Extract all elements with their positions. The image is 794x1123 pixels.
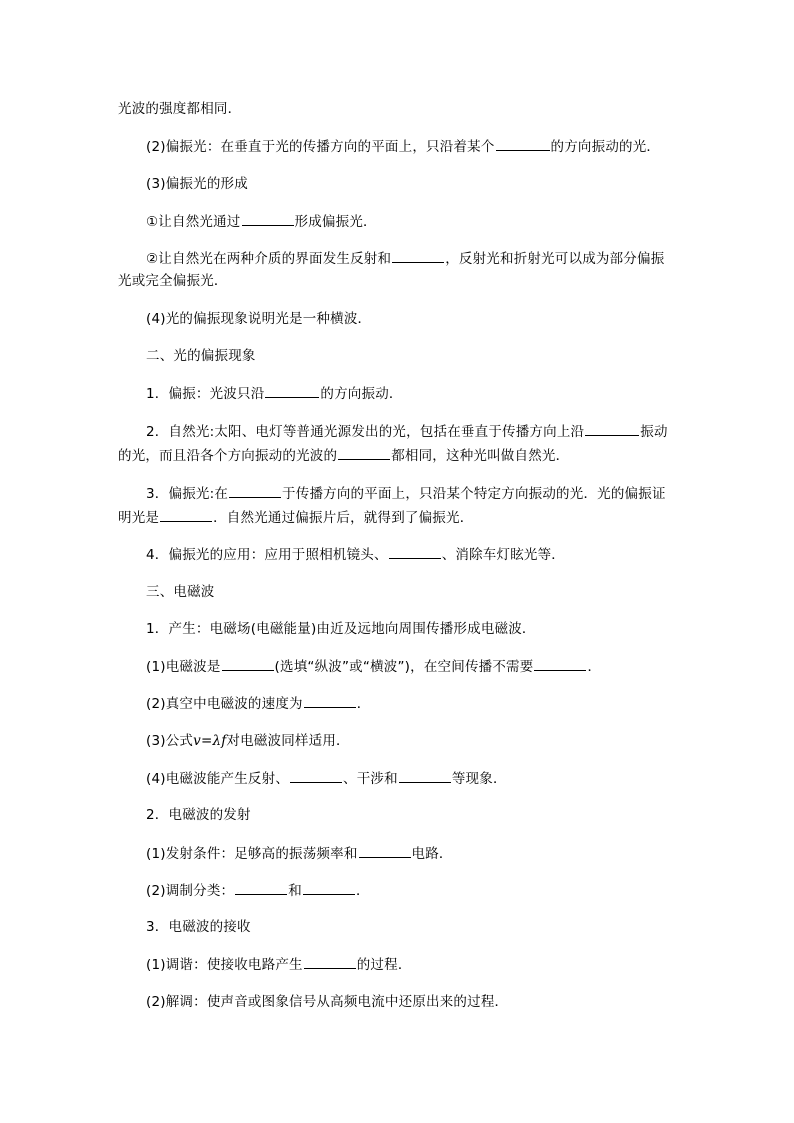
text-line: (3)公式v=λf对电磁波同样适用． bbox=[146, 733, 350, 749]
text-line: 1．偏振：光波只沿 的方向振动． bbox=[146, 386, 403, 402]
text-line: (1)发射条件：足够高的振荡频率和 电路． bbox=[146, 846, 453, 862]
text-line: 1．产生：电磁场(电磁能量)由近及远地向周围传播形成电磁波． bbox=[146, 621, 536, 637]
text-line: 光或完全偏振光． bbox=[118, 273, 228, 289]
answer-blank[interactable] bbox=[265, 384, 319, 398]
text-line: 4．偏振光的应用：应用于照相机镜头、 、消除车灯眩光等． bbox=[146, 547, 566, 563]
answer-blank[interactable] bbox=[496, 137, 550, 151]
text-line: (2)偏振光：在垂直于光的传播方向的平面上，只沿着某个 的方向振动的光． bbox=[146, 139, 661, 155]
text-line: (1)电磁波是 (选填“纵波”或“横波”)，在空间传播不需要 ． bbox=[146, 659, 602, 675]
text-line: 明光是 ．自然光通过偏振片后，就得到了偏振光． bbox=[118, 510, 474, 526]
text-line: 2．自然光:太阳、电灯等普通光源发出的光，包括在垂直于传播方向上沿 振动 bbox=[146, 424, 668, 440]
answer-blank[interactable] bbox=[235, 881, 287, 895]
answer-blank[interactable] bbox=[290, 769, 342, 783]
formula: v=λf bbox=[193, 733, 227, 749]
answer-blank[interactable] bbox=[399, 769, 451, 783]
answer-blank[interactable] bbox=[534, 657, 586, 671]
answer-blank[interactable] bbox=[160, 508, 212, 522]
text-line: (1)调谐：使接收电路产生 的过程． bbox=[146, 957, 412, 973]
text-line: 3．偏振光:在 于传播方向的平面上，只沿某个特定方向振动的光．光的偏振证 bbox=[146, 486, 666, 502]
answer-blank[interactable] bbox=[359, 844, 411, 858]
text-line: 的光，而且沿各个方向振动的光波的 都相同，这种光叫做自然光． bbox=[118, 448, 570, 464]
subheading: 3．电磁波的接收 bbox=[146, 919, 251, 935]
answer-blank[interactable] bbox=[585, 422, 639, 436]
answer-blank[interactable] bbox=[338, 446, 390, 460]
answer-blank[interactable] bbox=[303, 881, 355, 895]
answer-blank[interactable] bbox=[392, 249, 444, 263]
answer-blank[interactable] bbox=[389, 545, 441, 559]
answer-blank[interactable] bbox=[222, 657, 274, 671]
answer-blank[interactable] bbox=[304, 694, 356, 708]
text-line: 光波的强度都相同． bbox=[118, 101, 242, 117]
section-heading: 二、光的偏振现象 bbox=[146, 348, 256, 364]
section-heading: 三、电磁波 bbox=[146, 584, 215, 600]
answer-blank[interactable] bbox=[242, 212, 294, 226]
text-line: (2)调制分类： 和 ． bbox=[146, 883, 370, 899]
text-line: (2)真空中电磁波的速度为 ． bbox=[146, 696, 371, 712]
subheading: (3)偏振光的形成 bbox=[146, 176, 248, 192]
text-line: (4)光的偏振现象说明光是一种横波． bbox=[146, 311, 372, 327]
text-line: ②让自然光在两种介质的界面发生反射和 ，反射光和折射光可以成为部分偏振 bbox=[146, 251, 665, 267]
text-line: ①让自然光通过 形成偏振光． bbox=[146, 214, 377, 230]
subheading: 2．电磁波的发射 bbox=[146, 807, 251, 823]
answer-blank[interactable] bbox=[304, 955, 356, 969]
text-line: (2)解调：使声音或图象信号从高频电流中还原出来的过程． bbox=[146, 994, 509, 1010]
answer-blank[interactable] bbox=[229, 484, 281, 498]
text-line: (4)电磁波能产生反射、 、干涉和 等现象． bbox=[146, 771, 507, 787]
